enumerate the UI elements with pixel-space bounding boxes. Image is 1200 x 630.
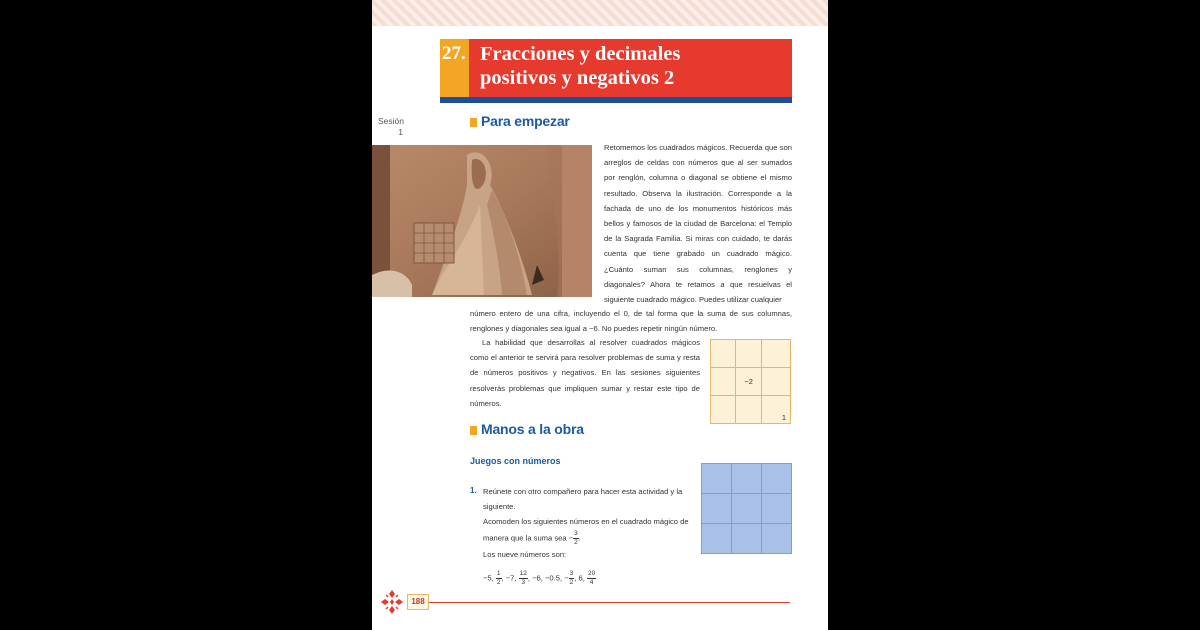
grid-cell xyxy=(702,494,732,524)
intro-paragraph-continued: número entero de una cifra, incluyendo el 0, de tal forma que la suma de sus columnas, renglones y diagonales sea igual a −6. No puedes repetir ningún número. xyxy=(470,309,792,334)
number-list xyxy=(483,570,596,587)
activity-line-2: Acomoden los siguientes números en el cuadrado mágico de manera que la suma sea − $\frac{3}{2}$ . xyxy=(483,517,689,546)
grid-cell xyxy=(732,494,762,524)
fraction-denominator: 4 xyxy=(589,579,594,586)
lesson-title-block xyxy=(440,39,792,98)
page-number: 188 xyxy=(407,594,429,610)
section-heading-manos-a-la-obra xyxy=(470,421,584,437)
sum-sign: − xyxy=(568,533,574,543)
grid-cell xyxy=(736,396,762,424)
magic-square-blank xyxy=(701,463,792,554)
fraction-denominator: 3 xyxy=(521,579,526,586)
lesson-title-line-2: positivos y negativos 2 xyxy=(480,67,675,89)
fraction xyxy=(587,570,596,587)
fraction-denominator: 2 xyxy=(569,579,574,586)
grid-cell xyxy=(762,464,792,494)
activity-line-1: Reúnete con otro compañero para hacer esta actividad y la siguiente. xyxy=(483,487,683,512)
fraction-denominator: 2 xyxy=(574,538,578,546)
grid-cell xyxy=(762,524,792,554)
grid-cell xyxy=(732,524,762,554)
grid-cell xyxy=(711,368,736,396)
fraction-numerator: 20 xyxy=(587,570,596,577)
grid-cell: −2 xyxy=(736,368,762,396)
lesson-number-box xyxy=(440,39,469,98)
grid-cell xyxy=(762,368,791,396)
activity-text xyxy=(483,484,693,562)
grid-cell xyxy=(711,396,736,424)
session-label-text: Sesión xyxy=(378,116,404,126)
skill-paragraph: La habilidad que desarrollas al resolver cuadrados mágicos como el anterior te servirá para resolver problemas de suma y resta de números positivos y negativos. En las sesiones siguientes resolverás problemas que impliquen sumar y restar este tipo de números. xyxy=(470,338,700,408)
fraction-numerator: 3 xyxy=(574,529,578,537)
fraction-numerator: 3 xyxy=(569,570,574,577)
textbook-page xyxy=(372,0,828,630)
grid-cell xyxy=(702,464,732,494)
ornament-icon xyxy=(380,589,404,615)
lesson-title-line-1: Fracciones y decimales xyxy=(480,43,681,65)
fraction-numerator: 1 xyxy=(496,570,501,577)
session-label xyxy=(378,116,403,138)
fraction-numerator: 12 xyxy=(519,570,527,577)
section-heading-para-empezar xyxy=(470,113,570,129)
lesson-title xyxy=(480,42,680,90)
grid-cell xyxy=(762,494,792,524)
grid-cell xyxy=(702,524,732,554)
fraction xyxy=(519,570,528,587)
activity-number: 1. xyxy=(470,486,477,495)
number-item: , −6, −0.5, − xyxy=(527,573,569,583)
number-item: , 6, xyxy=(574,573,585,583)
section-square-icon xyxy=(470,118,477,127)
title-underline xyxy=(440,97,792,103)
subsection-heading: Juegos con números xyxy=(470,456,561,466)
sagrada-familia-photo xyxy=(372,145,592,297)
grid-cell xyxy=(736,340,762,368)
fraction-denominator: 2 xyxy=(496,579,501,586)
section-square-icon xyxy=(470,426,477,435)
section-heading-text: Para empezar xyxy=(481,113,570,129)
magic-square-example xyxy=(710,339,791,424)
session-number: 1 xyxy=(398,127,403,137)
grid-cell xyxy=(732,464,762,494)
activity-line-3: Los nueve números son: xyxy=(483,549,567,559)
intro-paragraph: Retomemos los cuadrados mágicos. Recuerda que son arreglos de celdas con números que al ser sumados por renglón, columna o diagonal se obtiene el mismo resultado. Observa la ilustración. Corresponde a la fachada de uno de los monumentos históricos más bellos y famosos de la ciudad de Barcelona: el Templo de la Sagrada Familia. Si miras con cuidado, te darás cuenta que tiene grabado un cuadrado mágico. ¿Cuánto suman sus columnas, renglones y diagonales? Ahora te retamos a que resuelvas el siguiente cuadrado mágico. Puedes utilizar cualquier xyxy=(604,143,792,305)
number-item: −5, xyxy=(483,573,494,583)
section-heading-text: Manos a la obra xyxy=(481,421,584,437)
grid-cell xyxy=(711,340,736,368)
decorative-top-band xyxy=(372,0,828,26)
grid-cell: 1 xyxy=(762,396,791,424)
number-item: , −7, xyxy=(501,573,517,583)
activity-line-2-text: Acomoden los siguientes números en el cuadrado mágico de manera que la suma sea xyxy=(483,517,689,543)
lesson-number: 27. xyxy=(442,43,466,64)
footer-rule xyxy=(428,602,790,603)
sum-fraction xyxy=(573,530,579,547)
grid-cell xyxy=(762,340,791,368)
